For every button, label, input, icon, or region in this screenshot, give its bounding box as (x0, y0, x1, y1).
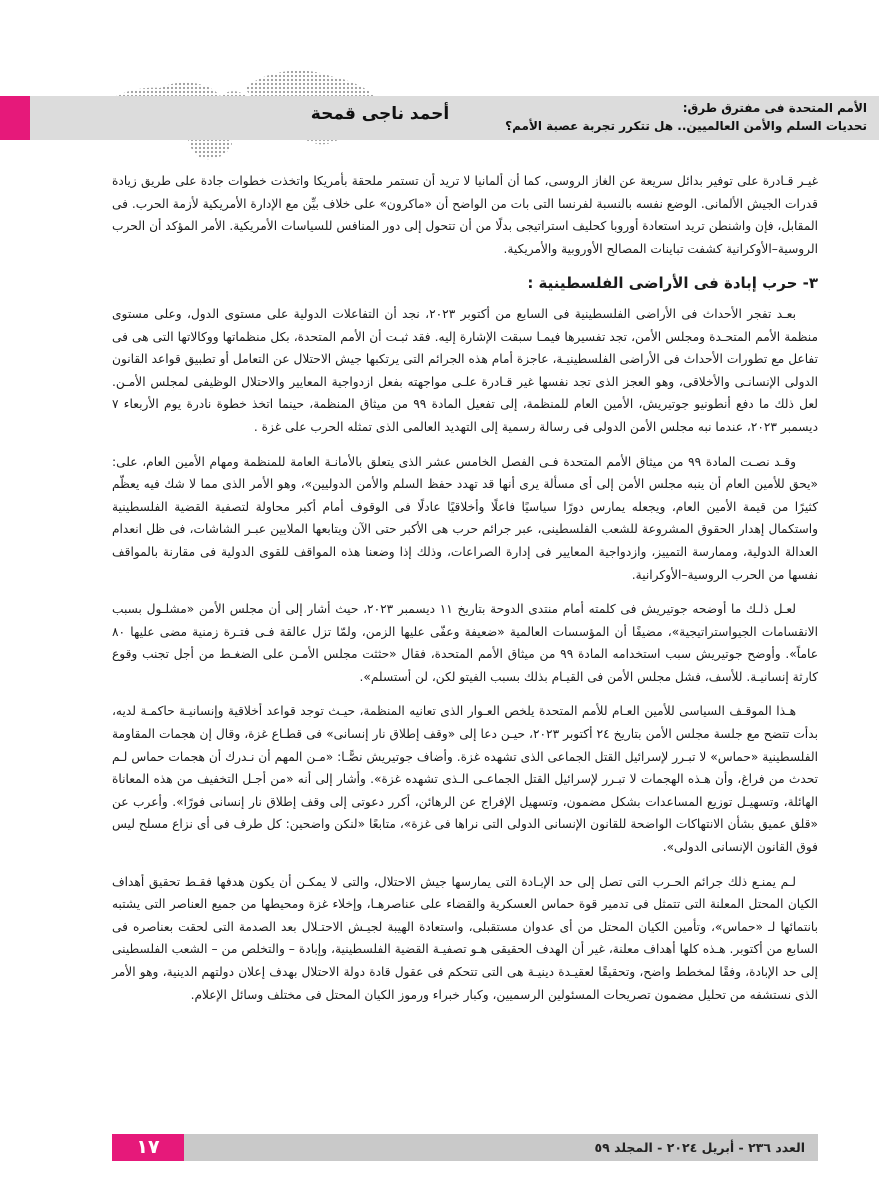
section-heading: ٣- حرب إبادة فى الأراضى الفلسطينية : (527, 274, 818, 293)
intro-paragraph: غيـر قـادرة على توفير بدائل سريعة عن الغاز الروسى، كما أن ألمانيا لا تريد أن تستمر ملحقة بأمريكا واتخذت خطوات جادة على طريق زيادة قدرات الجيش الألمانى. الوضع نفسه بالنسبة لفرنسا التى بات من الواضح أن «ماكرون» على خلاف بيِّن مع الإدارة الأمريكية لأزمة الحرب. فى المقابل، فإن واشنطن تريد استعادة أوروبا كحليف استراتيجى بدلًا من أن تتحول إلى دور المنافس للسياسات الأمريكية. الأمر المؤكد أن الحرب الروسية–الأوكرانية كشفت تباينات المصالح الأوروبية والأمريكية. (112, 174, 818, 256)
issue-info: العدد ٢٣٦ - أبريل ٢٠٢٤ - المجلد ٥٩ (594, 1140, 805, 1155)
body-paragraph-2: وقـد نصـت المادة ٩٩ من ميثاق الأمم المتحدة فـى الفصل الخامس عشر الذى يتعلق بالأمانـة العامة للمنظمة ومهام الأمين العام، على: «يحق للأمين العام أن ينبه مجلس الأمن إلى أى مسألة يرى أنها قد تهدد حفظ السلم والأمن الدوليين»، وهو الأمر الذى مما لا شك فيه يعظّم كثيرًا من قيمة الأمين العام، ويجعله يمارس دورًا سياسيًا فاعلًا وأخلاقيًا عادلًا فى الوقوف أمام أكبر محاولة لتصفية القضية الفلسطينية واستكمال إهدار الحقوق المشروعة للشعب الفلسطينى، عبر جرائم حرب هى الأكبر حتى الآن ويتابعها الملايين عبـر الشاشات، فى ظل انعدام العدالة الدولية، وممارسة التمييز، وازدواجية المعايير فى إدارة الصراعات، وذلك إذا وضعنا هذه المواقف للقوى الدولية فى مقارنة بالمواقف نفسها من الحرب الروسية–الأوكرانية. (112, 454, 818, 582)
article-title (447, 99, 867, 135)
header-accent-tab (0, 96, 30, 140)
body-paragraph-5: لـم يمنـع ذلك جرائم الحـرب التى تصل إلى حد الإبـادة التى يمارسها جيش الاحتلال، والتى لا يمكـن أن يكون هدفها فقـط تحقيق أهداف الكيان المحتل المعلنة التى تتمثل فى تدمير قوة حماس العسكرية والقضاء على عناصرهـا، وإخلاء غزة ومحيطها من جميع العناصر التى يشتبه بانتمائها لـ «حماس»، وتأمين الكيان المحتل من أى عدوان مستقبلى، واستعادة الهيبة لجيـش الاحتـلال بعد الصدمة التى لحقت بعناصره فى السابع من أكتوبر. هـذه كلها أهداف معلنة، غير أن الهدف الحقيقى هـو تصفيـة القضية الفلسطينية، وإبادة – والتخلص من – الشعب الفلسطينى إلى حد الإبادة، وفقًا لمخطط واضح، وتحقيقًا لعقيـدة دينيـة هى التى تتحكم فى عقول قادة دولة الاحتلال بهدف إعلان دولتهم الدينية، وهو الأمر الذى نستشفه من تحليل مضمون تصريحات المسئولين الرسميين، وكبار خبراء ورموز الكيان المحتل فى مختلف وسائل الإعلام. (112, 874, 818, 1002)
article-title-line1: الأمم المتحدة فى مفترق طرق: (682, 101, 867, 115)
article-body (112, 170, 818, 1018)
body-paragraph-4: هـذا الموقـف السياسى للأمين العـام للأمم المتحدة يلخص العـوار الذى تعانيه المنظمة، حيـث توجد قواعد أخلاقية وإنسانيـة حاكمـة لديه، بدأت تتضح مع جلسة مجلس الأمن بتاريخ ٢٤ أكتوبر ٢٠٢٣، حيـن دعا إلى «وقف إطلاق نار إنسانى» فى قطـاع غزة، وقال إن هجمات المقاومة الفلسطينية «حماس» لا تبـرر لإسرائيل القتل الجماعى الذى تشهده غزة. وأضاف جوتيريش نصًّـا: «مـن المهم أن نـدرك أن هجمات حماس لـم تحدث من فراغ، وأن هـذه الهجمات لا تبـرر لإسرائيل القتل الجماعـى الـذى تشهده غزة». وأشار إلى أنه «من أجـل التخفيف من هذه المعاناة الهائلة، وتسهيـل توزيع المساعدات بشكل مضمون، وتسهيل الإفراج عن الرهائن، أكرر دعوتى إلى وقف إطلاق نار إنسانى فورًا». وأعرب عن «قلق عميق بشأن الانتهاكات الواضحة للقانون الإنسانى الدولى التى نراها فى غزة»، متابعًا «لنكن واضحين: كل طرف فى أى نزاع مسلح ليس فوق القانون الإنسانى الدولى». (112, 704, 818, 855)
page-number: ١٧ (136, 1136, 160, 1158)
body-paragraph-3: لعـل ذلـك ما أوضحه جوتيريش فى كلمته أمام منتدى الدوحة بتاريخ ١١ ديسمبر ٢٠٢٣، حيث أشار إلى أن مجلس الأمن «مشلـول بسبب الانقسامات الجيواستراتيجية»، مضيفًا أن المؤسسات العالمية «ضعيفة وعفّى عليها الزمن، ولمّا تزل عالقة فـى فتـرة زمنية مضى عليها ٨٠ عاماً». وأوضح جوتيريش سبب استخدامه المادة ٩٩ من ميثاق الأمم المتحدة، فقال «حثثت مجلس الأمـن على الضغـط من أجل تجنب وقوع كارثة إنسانيـة. للأسف، فشل مجلس الأمن فى القيـام بذلك بسبب الفيتو لكن، لن أستسلم». (112, 602, 818, 684)
article-title-line2: تحديات السلم والأمن العالميين.. هل تتكرر تجربة عصبة الأمم؟ (505, 119, 867, 133)
author-name: أحمد ناجى قمحة (310, 104, 450, 124)
body-paragraph-1: بعـد تفجر الأحداث فى الأراضى الفلسطينية فى السابع من أكتوبر ٢٠٢٣، نجد أن التفاعلات الدولية على مستوى الدول، وعلى مستوى منظمة الأمم المتحـدة ومجلس الأمن، تجد تفسيرها فيمـا سبقت الإشارة إليه. فقد ثبـت أن الأمم المتحدة، بكل منظماتها ووكالاتها التى هى فى تفاعل مع تطورات الأحداث فى الأراضى الفلسطينيـة، عاجزة أمام هذه الجرائم التى يرتكبها جيش الاحتلال عن التعامل أو تطبيق قواعد القانون الدولى الإنسانـى والأخلاقى، وهو العجز الذى تجد نفسها غير قـادرة علـى مواجهته بفعل ازدواجية المعايير والاحتلال الوظيفى لمجلس الأمـن. لعل ذلك ما دفع أنطونيو جوتيريش، الأمين العام للمنظمة، إلى تفعيل المادة ٩٩ من ميثاق المنظمة، حينما اتخذ خطوة نادرة يوم الأربعاء ٧ ديسمبر ٢٠٢٣، عندما نبه مجلس الأمن الدولى فى رسالة رسمية إلى التهديد العالمى الذى تمثله الحرب على غزة . (112, 306, 818, 434)
